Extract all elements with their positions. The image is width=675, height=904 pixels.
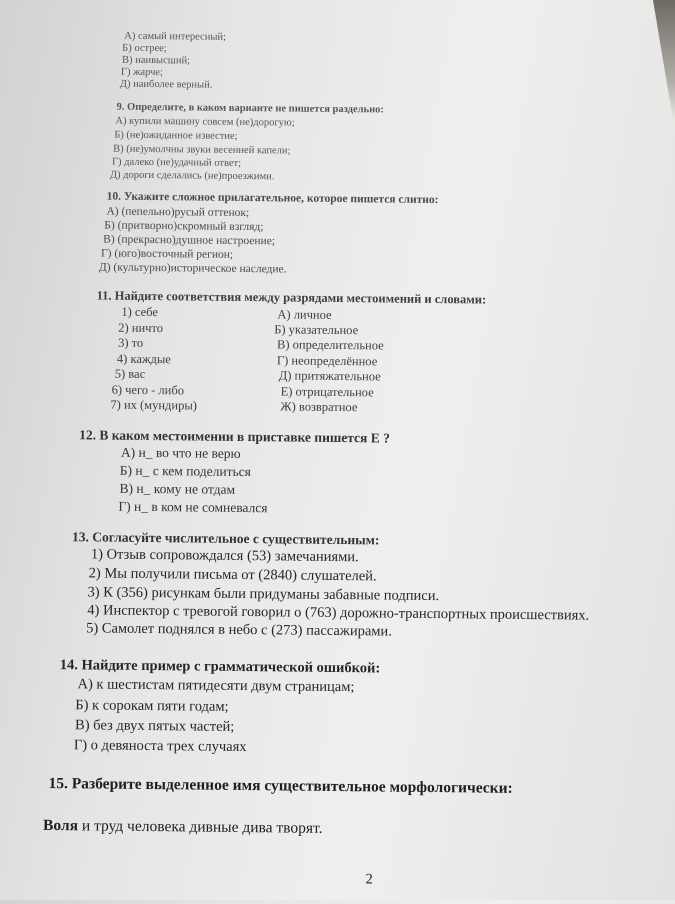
option: А) н_ во что не верю xyxy=(120,444,241,461)
option: Г) жарче; xyxy=(120,66,163,79)
option: Б) острее; xyxy=(122,42,167,55)
left-item: 3) то xyxy=(118,335,144,350)
right-item: Е) отрицательное xyxy=(280,384,374,400)
question-title: 13. Согласуйте числительное с существительным: xyxy=(71,529,380,548)
option: Д) наиболее верный. xyxy=(119,78,213,91)
left-item: 1) себе xyxy=(121,304,159,320)
right-item: Ж) возвратное xyxy=(280,399,358,415)
option: Д) (культурно)историческое наследие. xyxy=(98,261,287,276)
option: Б) (не)ожиданное известие; xyxy=(114,129,238,142)
question-title: 12. В каком местоимении в приставке пишется Е ? xyxy=(79,427,390,446)
question-title: 14. Найдите пример с грамматической ошибкой: xyxy=(59,657,381,677)
option: 4) Инспектор с тревогой говорил о (763) дорожно-транспортных происшествиях. xyxy=(87,602,590,624)
option: 5) Самолет поднялся в небо с (273) пассажирами. xyxy=(86,620,392,640)
right-item: В) определительное xyxy=(277,337,384,353)
option: 1) Отзыв сопровождался (53) замечаниями. xyxy=(90,546,359,566)
left-item: 6) чего - либо xyxy=(111,382,185,398)
option: Г) н_ в ком не сомневался xyxy=(118,498,268,516)
page-number: 2 xyxy=(365,871,373,888)
question-8-options xyxy=(5,0,675,91)
option: В) (не)умолчны звуки весенней капели; xyxy=(113,143,291,157)
option: А) самый интересный; xyxy=(124,30,227,43)
option: В) без двух пятых частей; xyxy=(75,717,235,735)
option: Г) о девяноста трех случаях xyxy=(73,737,247,756)
right-item: Г) неопределённое xyxy=(276,353,378,369)
left-item: 7) их (мундиры) xyxy=(110,397,198,413)
option: Д) дороги сделались (не)проезжими. xyxy=(109,169,275,183)
option: Б) н_ с кем поделиться xyxy=(119,462,251,480)
option: В) наивысший; xyxy=(122,54,191,67)
option: Г) (юго)восточный регион; xyxy=(100,247,234,261)
question-title: 9. Определите, в каком варианте не пишется раздельно: xyxy=(116,101,384,116)
question-title: 15. Разберите выделенное имя существительное морфологически: xyxy=(48,774,513,797)
left-item: 5) вас xyxy=(114,366,146,381)
option: Г) далеко (не)удачный ответ; xyxy=(111,156,242,169)
option: А) (пепельно)русый оттенок; xyxy=(106,205,250,220)
question-title: 10. Укажите сложное прилагательное, которое пишется слитно: xyxy=(106,190,439,207)
option: А) к шестистам пятидесяти двум страницам; xyxy=(77,676,355,696)
left-item: 4) каждые xyxy=(116,351,171,367)
sentence-rest: и труд человека дивные дива творят. xyxy=(77,817,323,837)
option: 2) Мы получили письма от (2840) слушателей. xyxy=(88,565,377,585)
option: В) (прекрасно)душное настроение; xyxy=(103,233,276,248)
left-item: 2) ничто xyxy=(118,320,164,336)
right-item: Д) притяжательное xyxy=(278,368,381,384)
option: Б) (притворно)скромный взгляд; xyxy=(104,219,264,234)
option: В) н_ кому не отдам xyxy=(119,480,236,497)
option: А) купили машину совсем (не)дорогую; xyxy=(115,115,295,129)
question-title: 11. Найдите соответствия между разрядами местоимений и словами: xyxy=(96,288,487,307)
option: Б) к сорокам пяти годам; xyxy=(75,697,229,715)
highlighted-noun: Воля xyxy=(42,816,79,835)
right-item: Б) указательное xyxy=(274,322,359,338)
option: 3) К (356) рисункам были придуманы забавные подписи. xyxy=(87,584,440,605)
sentence xyxy=(43,817,323,838)
right-item: А) личное xyxy=(277,307,332,322)
